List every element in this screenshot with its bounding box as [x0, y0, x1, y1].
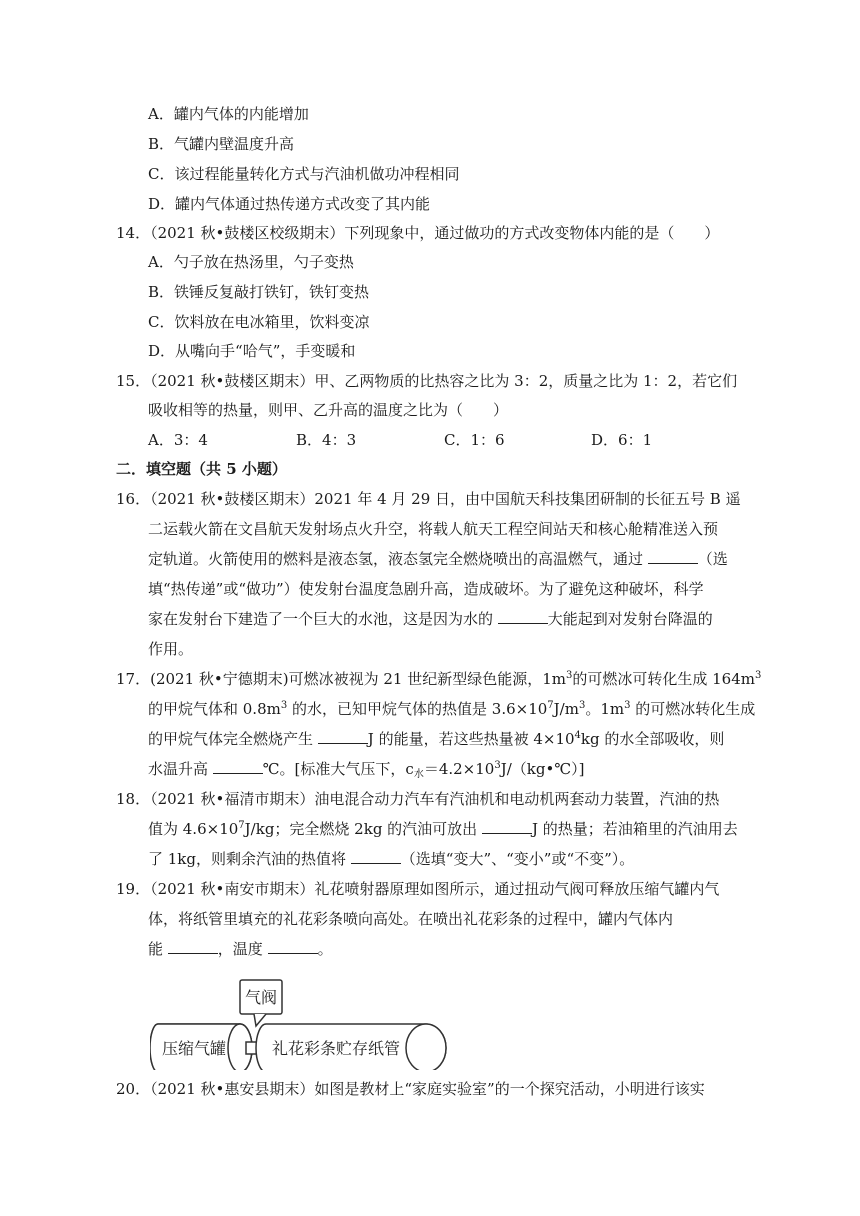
q17-text: ℃。[标准大气压下，c — [262, 760, 414, 778]
q19-line1: 19．（2021 秋•南安市期末）礼花喷射器原理如图所示，通过扭动气阀可释放压缩气罐内气 — [116, 880, 720, 898]
paper-tube — [256, 1024, 446, 1070]
q20-line1: 20．（2021 秋•惠安县期末）如图是教材上“家庭实验室”的一个探究活动，小明进行该实 — [116, 1080, 705, 1098]
q14-option-c: C．饮料放在电冰箱里，饮料变凉 — [148, 313, 370, 331]
superscript: 7 — [238, 820, 245, 831]
tube-label: 礼花彩条贮存纸管 — [271, 1039, 401, 1058]
q17-text: 的甲烷气体完全燃烧产生 — [148, 730, 318, 748]
q17-line3 — [148, 729, 724, 749]
q16-line2: 二运载火箭在文昌航天发射场点火升空，将载人航天工程空间站天和核心舱精准送入预 — [148, 520, 719, 538]
q19-line3 — [148, 939, 333, 959]
q16-line3-tail: （选 — [697, 550, 728, 568]
q16-line5-text: 家在发射台下建造了一个巨大的水池，这是因为水的 — [148, 610, 498, 628]
q16-line4: 填“热传递”或“做功”）使发射台温度急剧升高，造成破坏。为了避免这种破坏，科学 — [148, 580, 704, 598]
q19-line2: 体，将纸管里填充的礼花彩条喷向高处。在喷出礼花彩条的过程中，罐内气体内 — [148, 910, 674, 928]
q18-text: 值为 4.6×10 — [148, 820, 239, 838]
q16-line3-text: 定轨道。火箭使用的燃料是液态氢，液态氢完全燃烧喷出的高温燃气，通过 — [148, 550, 648, 568]
q15-option-a: A．3：4 — [148, 431, 208, 449]
answer-blank[interactable] — [318, 729, 368, 744]
q15-option-b: B．4：3 — [296, 431, 357, 449]
answer-blank[interactable] — [482, 819, 532, 834]
q16-line5 — [148, 609, 713, 629]
q17-text: 水温升高 — [148, 760, 213, 778]
superscript: 3 — [624, 700, 631, 711]
q16-line6: 作用。 — [148, 640, 194, 658]
q17-text: J/（kg•℃）] — [500, 760, 585, 778]
q19-text: 能 — [148, 940, 168, 958]
q14-option-b: B．铁锤反复敲打铁钉，铁钉变热 — [148, 283, 370, 301]
q18-line1: 18．（2021 秋•福清市期末）油电混合动力汽车有汽油机和电动机两套动力装置，汽油的热 — [116, 790, 720, 808]
q14-option-a: A．勺子放在热汤里，勺子变热 — [148, 253, 354, 271]
valve-box — [240, 980, 282, 1026]
superscript: 7 — [547, 700, 554, 711]
q15-option-d: D．6：1 — [591, 431, 653, 449]
answer-blank[interactable] — [213, 759, 263, 774]
answer-blank[interactable] — [648, 549, 698, 564]
q13-option-d: D．罐内气体通过热传递方式改变了其内能 — [148, 195, 431, 213]
q15-stem-line2: 吸收相等的热量，则甲、乙升高的温度之比为（ ） — [148, 401, 509, 419]
q17-text: 17．(2021 秋•宁德期末)可燃冰被视为 21 世纪新型绿色能源，1m — [116, 670, 566, 688]
q17-line4 — [148, 759, 584, 779]
q15-option-c: C．1：6 — [444, 431, 505, 449]
gas-tank — [150, 1024, 252, 1070]
q19-text: ，温度 — [217, 940, 268, 958]
q18-text: 了 1kg，则剩余汽油的热值将 — [148, 850, 351, 868]
answer-blank[interactable] — [268, 939, 318, 954]
valve-label: 气阀 — [244, 988, 278, 1007]
superscript: 3 — [494, 760, 501, 771]
q14-option-d: D．从嘴向手“哈气”，手变暖和 — [148, 342, 356, 360]
superscript: 3 — [280, 700, 288, 711]
q16-line5-tail: 大能起到对发射台降温的 — [547, 610, 713, 628]
q18-line3 — [148, 849, 634, 869]
q16-line3 — [148, 549, 728, 569]
superscript: 3 — [565, 670, 573, 681]
q17-text: 的可燃冰可转化生成 164m — [572, 670, 755, 688]
q18-line2 — [148, 819, 738, 839]
answer-blank[interactable] — [498, 609, 548, 624]
q17-text: J/m — [553, 700, 579, 718]
answer-blank[interactable] — [168, 939, 218, 954]
q17-line1 — [116, 669, 761, 689]
q17-line2 — [148, 699, 755, 719]
q13-option-c: C．该过程能量转化方式与汽油机做功冲程相同 — [148, 165, 460, 183]
q17-text: 的水，已知甲烷气体的热值是 3.6×10 — [287, 700, 548, 718]
subscript: 水 — [413, 769, 424, 780]
q17-text: J 的能量，若这些热量被 4×10 — [367, 730, 575, 748]
section-title: 二．填空题（共 5 小题） — [116, 460, 287, 478]
q18-text: （选填“变大”、“变小”或“不变”）。 — [400, 850, 635, 868]
q15-stem-line1: 15．（2021 秋•鼓楼区期末）甲、乙两物质的比热容之比为 3：2，质量之比为 1：2，若它们 — [116, 372, 738, 390]
superscript: 3 — [754, 670, 762, 681]
q17-text: 。1m — [585, 700, 625, 718]
q16-line1: 16．（2021 秋•鼓楼区期末）2021 年 4 月 29 日，由中国航天科技集团研制的长征五号 B 遥 — [116, 490, 741, 508]
answer-blank[interactable] — [351, 849, 401, 864]
q18-text: J 的热量；若油箱里的汽油用去 — [531, 820, 738, 838]
superscript: 4 — [574, 730, 581, 741]
q17-text: kg 的水全部吸收，则 — [580, 730, 725, 748]
q13-option-a: A．罐内气体的内能增加 — [148, 105, 309, 123]
q17-text: ＝4.2×10 — [423, 760, 495, 778]
q17-text: 的甲烷气体和 0.8m — [148, 700, 281, 718]
q15-options-row — [148, 430, 708, 450]
q18-text: J/kg；完全燃烧 2kg 的汽油可放出 — [244, 820, 482, 838]
superscript: 3 — [578, 700, 586, 711]
q14-stem: 14．（2021 秋•鼓楼区校级期末）下列现象中，通过做功的方式改变物体内能的是（ ） — [116, 224, 720, 242]
confetti-launcher-diagram — [150, 978, 450, 1070]
q17-text: 的可燃冰转化生成 — [630, 700, 756, 718]
q13-option-b: B．气罐内壁温度升高 — [148, 135, 295, 153]
tank-label: 压缩气罐 — [161, 1039, 227, 1058]
q19-text: 。 — [317, 940, 333, 958]
